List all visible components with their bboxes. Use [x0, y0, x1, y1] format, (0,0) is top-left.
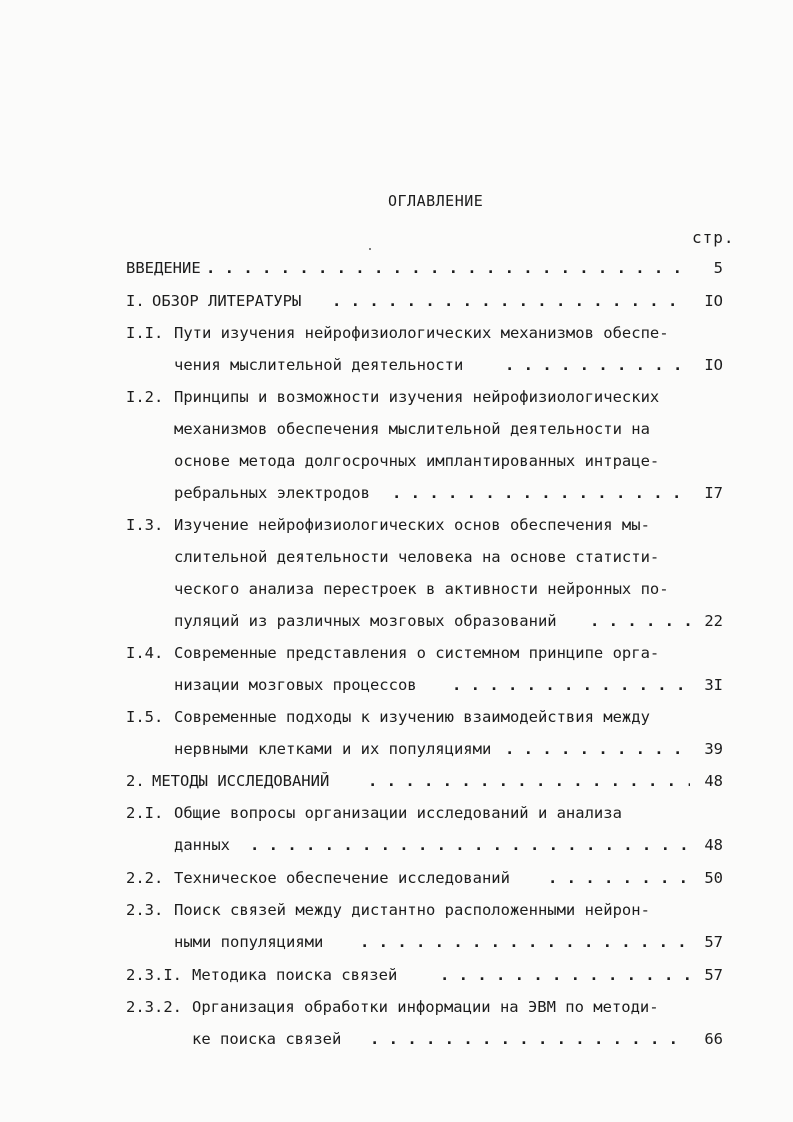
- toc-line: [0, 509, 793, 541]
- toc-line: [0, 829, 793, 861]
- page-number: 39: [704, 740, 723, 758]
- page-number: 5: [713, 259, 723, 277]
- dot-leader: [505, 733, 690, 765]
- dot-leader: [368, 765, 690, 797]
- page-number: IO: [704, 356, 723, 374]
- section-number: I.: [126, 292, 145, 310]
- toc-line: [0, 252, 793, 284]
- section-title: низации мозговых процессов: [174, 676, 417, 694]
- section-number: 2.: [126, 772, 145, 790]
- dot-leader: [548, 862, 690, 894]
- section-title: слительной деятельности человека на основе статисти-: [174, 548, 660, 566]
- section-title: данных: [174, 836, 230, 854]
- section-title: Пути изучения нейрофизиологических механизмов обеспе-: [174, 324, 669, 342]
- page-number: 66: [704, 1030, 723, 1048]
- page-number: 57: [704, 966, 723, 984]
- toc-line: [0, 573, 793, 605]
- section-number: I.5.: [126, 708, 164, 726]
- toc-line: [0, 926, 793, 958]
- section-title: Поиск связей между дистантно расположенными нейрон-: [174, 901, 650, 919]
- section-title: ке поиска связей: [192, 1030, 342, 1048]
- toc-line: [0, 1023, 793, 1055]
- toc-line: [0, 862, 793, 894]
- toc-line: [0, 477, 793, 509]
- page-number: 48: [704, 836, 723, 854]
- toc-line: [0, 637, 793, 669]
- dot-leader: [332, 285, 690, 317]
- section-title: Современные представления о системном принципе орга-: [174, 644, 660, 662]
- section-title: чения мыслительной деятельности: [174, 356, 464, 374]
- page-number: 48: [704, 772, 723, 790]
- page-number: 57: [704, 933, 723, 951]
- section-title: ческого анализа перестроек в активности нейронных по-: [174, 580, 669, 598]
- section-title: МЕТОДЫ ИССЛЕДОВАНИЙ: [152, 772, 330, 790]
- section-title: Общие вопросы организации исследований и анализа: [174, 804, 622, 822]
- toc-line: [0, 959, 793, 991]
- section-title: Принципы и возможности изучения нейрофизиологических: [174, 388, 660, 406]
- toc-line: [0, 733, 793, 765]
- toc-line: [0, 317, 793, 349]
- dot-leader: [505, 349, 690, 381]
- section-number: I.3.: [126, 516, 164, 534]
- section-title: ными популяциями: [174, 933, 324, 951]
- dot-leader: [370, 1023, 690, 1055]
- section-title: Методика поиска связей: [192, 966, 398, 984]
- section-number: 2.3.2.: [126, 998, 182, 1016]
- section-number: 2.I.: [126, 804, 164, 822]
- page-title: ОГЛАВЛЕНИЕ: [388, 192, 484, 210]
- section-title: основе метода долгосрочных имплантированных интраце-: [174, 452, 660, 470]
- stray-mark: [369, 248, 371, 250]
- page-number: 50: [704, 869, 723, 887]
- section-title: пуляций из различных мозговых образований: [174, 612, 557, 630]
- toc-line: [0, 381, 793, 413]
- section-title: Организация обработки информации на ЭВМ по методи-: [192, 998, 659, 1016]
- toc-line: [0, 605, 793, 637]
- section-title: Изучение нейрофизиологических основ обеспечения мы-: [174, 516, 650, 534]
- dot-leader: [392, 477, 690, 509]
- dot-leader: [206, 252, 690, 284]
- page-number: I7: [704, 484, 723, 502]
- section-title: Техническое обеспечение исследований: [174, 869, 510, 887]
- toc-line: [0, 349, 793, 381]
- dot-leader: [360, 926, 690, 958]
- dot-leader: [452, 669, 690, 701]
- page-number: 22: [704, 612, 723, 630]
- toc-line: [0, 894, 793, 926]
- toc-line: [0, 701, 793, 733]
- toc-line: [0, 669, 793, 701]
- section-title: механизмов обеспечения мыслительной деятельности на: [174, 420, 650, 438]
- section-number: 2.2.: [126, 869, 164, 887]
- section-title: ВВЕДЕНИЕ: [126, 259, 201, 277]
- toc-line: [0, 765, 793, 797]
- toc-line: [0, 285, 793, 317]
- toc-line: [0, 541, 793, 573]
- section-title: ребральных электродов: [174, 484, 370, 502]
- dot-leader: [250, 829, 690, 861]
- section-number: I.2.: [126, 388, 164, 406]
- section-number: 2.3.: [126, 901, 164, 919]
- page-column-label: стр.: [692, 228, 735, 247]
- toc-line: [0, 413, 793, 445]
- page-number: 3I: [704, 676, 723, 694]
- toc-line: [0, 991, 793, 1023]
- section-title: Современные подходы к изучению взаимодействия между: [174, 708, 650, 726]
- section-number: 2.3.I.: [126, 966, 182, 984]
- section-title: нервными клетками и их популяциями: [174, 740, 492, 758]
- page-number: IO: [704, 292, 723, 310]
- section-number: I.4.: [126, 644, 164, 662]
- dot-leader: [590, 605, 690, 637]
- section-number: I.I.: [126, 324, 164, 342]
- toc-line: [0, 797, 793, 829]
- section-title: ОБЗОР ЛИТЕРАТУРЫ: [152, 292, 302, 310]
- dot-leader: [440, 959, 690, 991]
- toc-line: [0, 445, 793, 477]
